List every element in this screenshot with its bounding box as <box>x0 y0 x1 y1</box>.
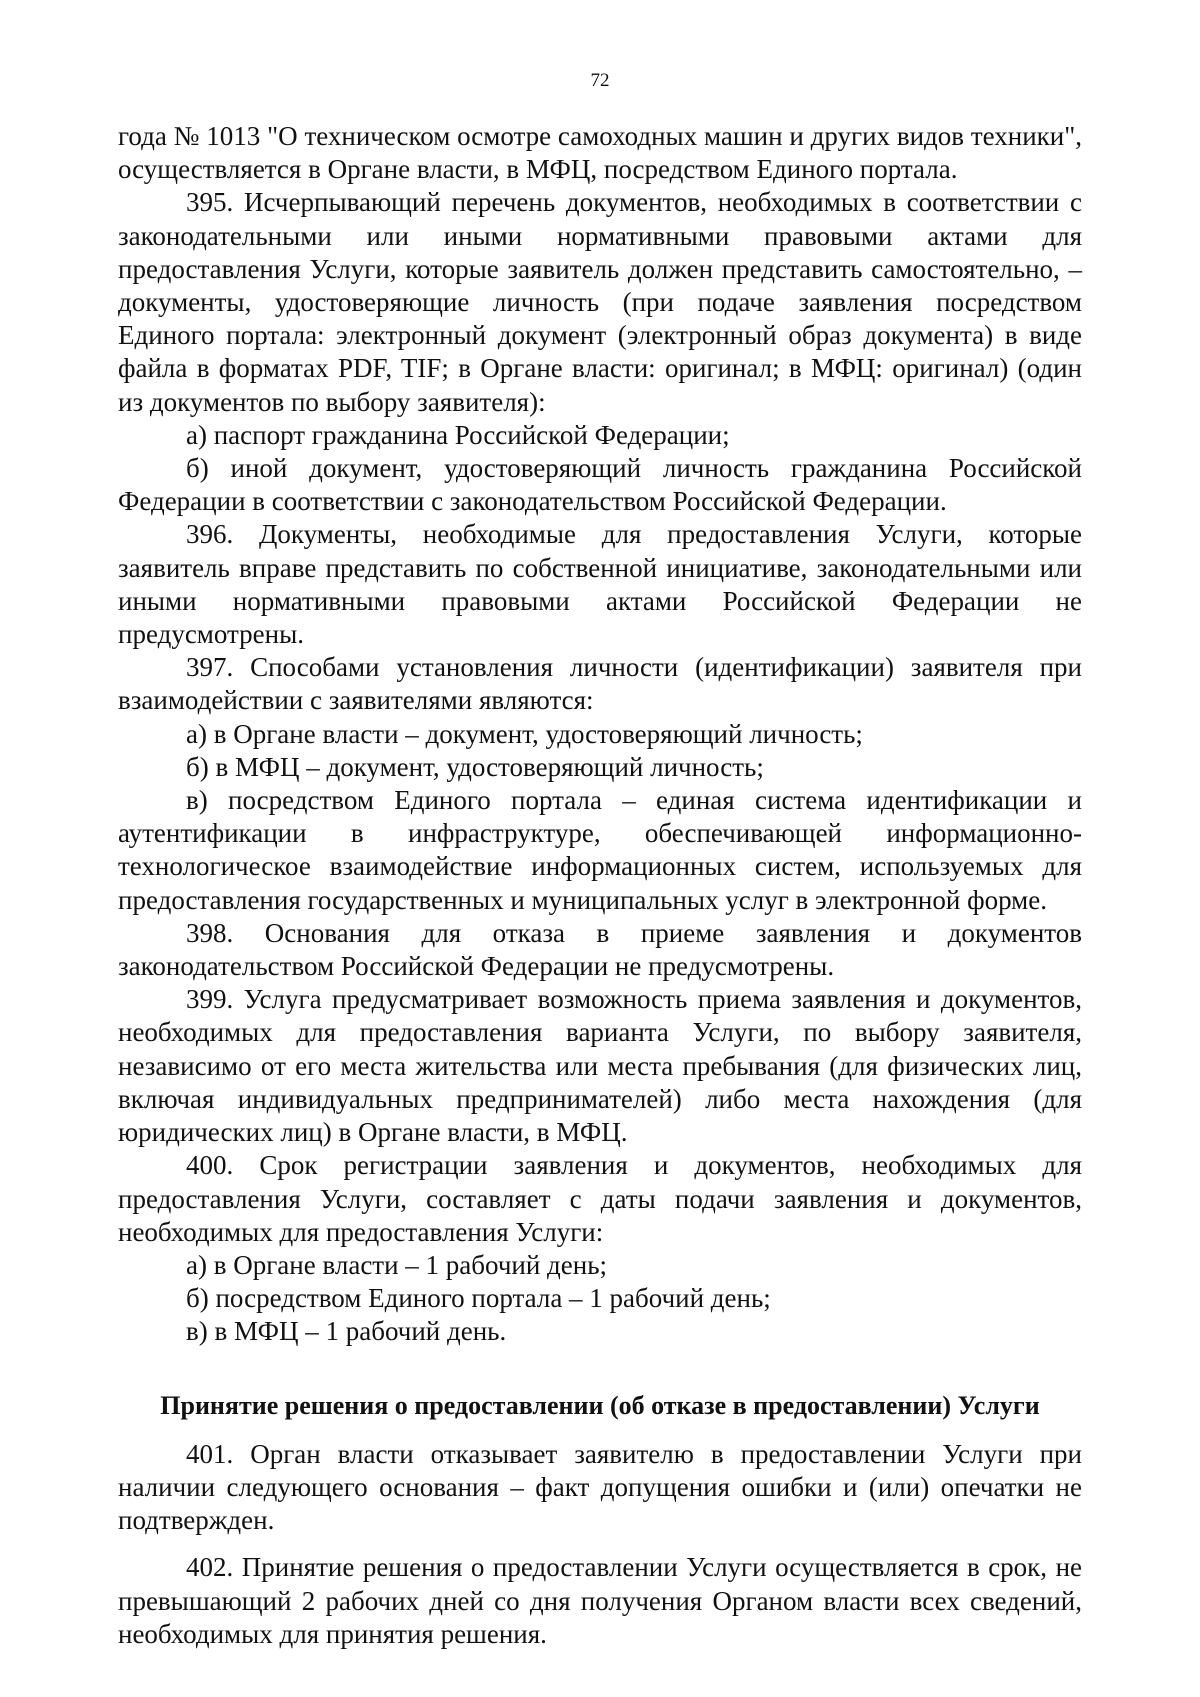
paragraph: года № 1013 "О техническом осмотре самоходных машин и других видов техники", осуществляется в Органе власти, в МФЦ, посредством Единого портала. <box>118 121 1082 185</box>
section-heading: Принятие решения о предоставлении (об отказе в предоставлении) Услуги <box>160 1390 1040 1420</box>
list-item: а) в Органе власти – 1 рабочий день; <box>186 1249 608 1280</box>
paragraph-400: 400. Срок регистрации заявления и документов, необходимых для предоставления Услуги, составляет с даты подачи заявления и документов, необходимых для предоставления Услуги: <box>118 1150 1082 1247</box>
paragraph-401: 401. Орган власти отказывает заявителю в предоставлении Услуги при наличии следующего основания – факт допущения ошибки и (или) опечатки не подтвержден. <box>118 1438 1082 1536</box>
page-number: 72 <box>590 70 610 91</box>
list-item: б) в МФЦ – документ, удостоверяющий личность; <box>186 751 764 782</box>
list-item: в) в МФЦ – 1 рабочий день. <box>186 1316 507 1347</box>
paragraph-398: 398. Основания для отказа в приеме заявления и документов законодательством Российской Федерации не предусмотрены. <box>118 917 1082 982</box>
list-item: б) иной документ, удостоверяющий личность гражданина Российской Федерации в соответствии с законодательством Российской Федерации. <box>118 453 1082 517</box>
paragraph-402: 402. Принятие решения о предоставлении Услуги осуществляется в срок, не превышающий 2 рабочих дней со дня получения Органом власти всех сведений, необходимых для принятия решения. <box>118 1552 1082 1649</box>
paragraph-399: 399. Услуга предусматривает возможность приема заявления и документов, необходимых для предоставления варианта Услуги, по выбору заявителя, независимо от его места жительства или места пребывания (для физических лиц, включая индивидуальных предпринимателей) либо места нахождения (для юридических лиц) в Органе власти, в МФЦ. <box>118 984 1082 1148</box>
list-item: а) паспорт гражданина Российской Федерации; <box>186 419 730 450</box>
list-item: б) посредством Единого портала – 1 рабочий день; <box>186 1283 771 1314</box>
paragraph-397: 397. Способами установления личности (идентификации) заявителя при взаимодействии с заявителями являются: <box>118 652 1082 716</box>
list-item: в) посредством Единого портала – единая система идентификации и аутентификации в инфраструктуре, обеспечивающей информационно-технологическое взаимодействие информационных систем, используемых для предоставления государственных и муниципальных услуг в электронной форме. <box>118 785 1082 915</box>
paragraph-396: 396. Документы, необходимые для предоставления Услуги, которые заявитель вправе представить по собственной инициативе, законодательными или иными нормативными правовыми актами Российской Федерации не предусмотрены. <box>118 519 1082 650</box>
document-body <box>118 120 1082 1651</box>
paragraph-395: 395. Исчерпывающий перечень документов, необходимых в соответствии с законодательными или иными нормативными правовыми актами для предоставления Услуги, которые заявитель должен представить самостоятельно, – документы, удостоверяющие личность (при подаче заявления посредством Единого портала: электронный документ (электронный образ документа) в виде файла в форматах PDF, TIF; в Органе власти: оригинал; в МФЦ: оригинал) (один из документов по выбору заявителя): <box>118 187 1082 417</box>
list-item: а) в Органе власти – документ, удостоверяющий личность; <box>186 718 863 749</box>
